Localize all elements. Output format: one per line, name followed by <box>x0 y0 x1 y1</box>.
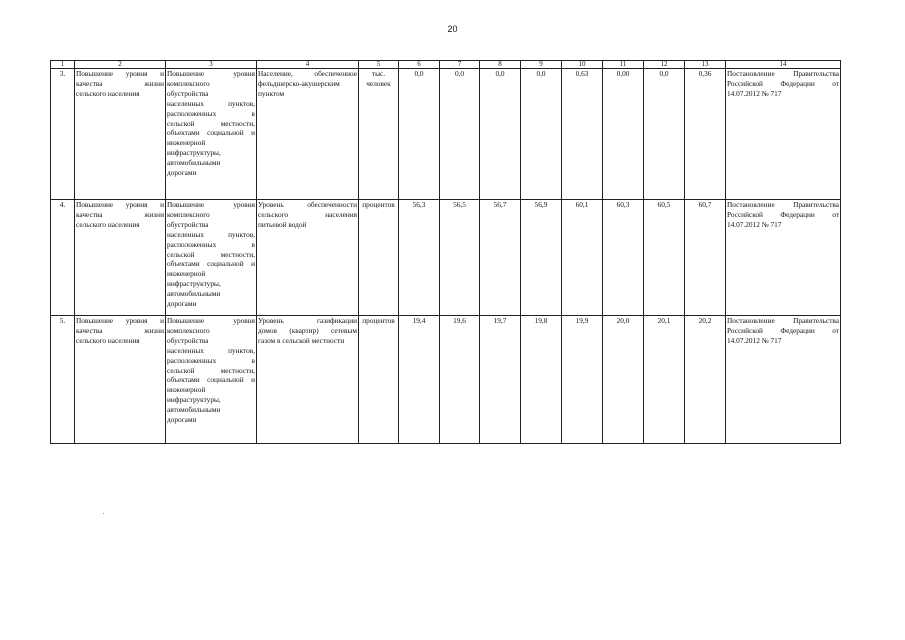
task-cell-line: комплексного <box>167 325 210 335</box>
column-number-9: 9 <box>521 61 562 69</box>
task-cell-line: автомобильными <box>167 158 221 168</box>
unit-cell: тыс. человек <box>359 69 399 200</box>
task-cell-line: дорогами <box>167 299 197 309</box>
value-cell: 56,3 <box>399 200 440 316</box>
value-cell: 0,00 <box>603 69 644 200</box>
basis-cell-line: Постановление Правительства <box>727 316 839 325</box>
column-number-3: 3 <box>166 61 257 69</box>
column-number-13: 13 <box>685 61 726 69</box>
value-cell: 19,9 <box>562 316 603 444</box>
indicator-cell-line: пунктом <box>258 88 285 98</box>
task-cell-line: автомобильными <box>167 405 221 415</box>
basis-cell-line: 14.07.2012 № 717 <box>727 88 782 98</box>
basis-cell <box>726 200 841 316</box>
indicators-table <box>50 60 841 444</box>
table-row <box>51 200 841 316</box>
value-cell: 0,36 <box>685 69 726 200</box>
indicator-cell <box>257 69 359 200</box>
value-cell: 20,1 <box>644 316 685 444</box>
value-cell: 0,63 <box>562 69 603 200</box>
row-number: 3. <box>51 69 75 200</box>
task-cell-line: расположенных в <box>167 108 255 118</box>
task-cell-line: инфраструктуры, <box>167 148 221 158</box>
task-cell-line: обустройства <box>167 335 209 345</box>
task-cell-line: Повышение уровня <box>167 69 255 78</box>
goal-cell-line: качества жизни <box>76 325 164 335</box>
task-cell-line: населенных пунктов, <box>167 98 255 108</box>
basis-cell <box>726 69 841 200</box>
column-number-8: 8 <box>480 61 521 69</box>
table-row <box>51 69 841 200</box>
task-cell-line: обустройства <box>167 88 209 98</box>
value-cell: 56,7 <box>480 200 521 316</box>
task-cell-line: обустройства <box>167 219 209 229</box>
task-cell-line: инфраструктуры, <box>167 395 221 405</box>
indicator-cell-line: питьевой водой <box>258 219 307 229</box>
goal-cell-line: Повышение уровня и <box>76 316 164 325</box>
value-cell: 56,9 <box>521 200 562 316</box>
column-number-7: 7 <box>440 61 480 69</box>
task-cell-line: объектами социальной и <box>167 375 255 385</box>
column-number-1: 1 <box>51 61 75 69</box>
task-cell-line: комплексного <box>167 209 210 219</box>
task-cell-line: сельской местности, <box>167 249 255 259</box>
value-cell: 0,0 <box>440 69 480 200</box>
goal-cell-line: Повышение уровня и <box>76 200 164 209</box>
row-number: 5. <box>51 316 75 444</box>
task-cell-line: расположенных в <box>167 355 255 365</box>
column-number-10: 10 <box>562 61 603 69</box>
indicator-cell-line: Население, обеспеченное <box>258 69 357 78</box>
value-cell: 0,0 <box>399 69 440 200</box>
value-cell: 0,0 <box>480 69 521 200</box>
goal-cell-line: качества жизни <box>76 78 164 88</box>
basis-cell <box>726 316 841 444</box>
value-cell: 60,3 <box>603 200 644 316</box>
column-number-12: 12 <box>644 61 685 69</box>
basis-cell-line: Российской Федерации от <box>727 209 839 219</box>
basis-cell-line: Постановление Правительства <box>727 200 839 209</box>
task-cell-line: Повышение уровня <box>167 316 255 325</box>
value-cell: 20,0 <box>603 316 644 444</box>
indicator-cell-line: Уровень газификации <box>258 316 357 325</box>
task-cell-line: объектами социальной и <box>167 128 255 138</box>
basis-cell-line: 14.07.2012 № 717 <box>727 219 782 229</box>
value-cell: 19,4 <box>399 316 440 444</box>
task-cell-line: инженерной <box>167 269 206 279</box>
task-cell-line: инфраструктуры, <box>167 279 221 289</box>
task-cell-line: Повышение уровня <box>167 200 255 209</box>
basis-cell-line: 14.07.2012 № 717 <box>727 335 782 345</box>
table-row <box>51 316 841 444</box>
value-cell: 19,8 <box>521 316 562 444</box>
value-cell: 0,0 <box>644 69 685 200</box>
goal-cell-line: сельского населения <box>76 335 140 345</box>
basis-cell-line: Российской Федерации от <box>727 78 839 88</box>
page-number: 20 <box>447 24 458 34</box>
indicator-cell-line: фельдшерско-акушерским <box>258 78 340 88</box>
task-cell-line: расположенных в <box>167 239 255 249</box>
column-number-row <box>51 61 841 69</box>
goal-cell <box>75 200 166 316</box>
goal-cell <box>75 316 166 444</box>
column-number-5: 5 <box>359 61 399 69</box>
scan-speck <box>103 513 104 514</box>
indicator-cell-line: сельского населения <box>258 209 357 219</box>
indicator-cell-line: домов (квартир) сетевым <box>258 325 357 335</box>
task-cell-line: населенных пунктов, <box>167 229 255 239</box>
unit-cell: процентов <box>359 200 399 316</box>
task-cell-line: сельской местности, <box>167 118 255 128</box>
task-cell-line: автомобильными <box>167 289 221 299</box>
column-number-2: 2 <box>75 61 166 69</box>
task-cell <box>166 316 257 444</box>
goal-cell-line: качества жизни <box>76 209 164 219</box>
value-cell: 19,7 <box>480 316 521 444</box>
value-cell: 0,0 <box>521 69 562 200</box>
task-cell-line: сельской местности, <box>167 365 255 375</box>
row-number: 4. <box>51 200 75 316</box>
value-cell: 60,1 <box>562 200 603 316</box>
task-cell-line: инженерной <box>167 138 206 148</box>
indicator-cell-line: Уровень обеспеченности <box>258 200 357 209</box>
unit-cell: процентов <box>359 316 399 444</box>
goal-cell <box>75 69 166 200</box>
task-cell <box>166 200 257 316</box>
task-cell-line: комплексного <box>167 78 210 88</box>
column-number-11: 11 <box>603 61 644 69</box>
column-number-14: 14 <box>726 61 841 69</box>
indicator-cell <box>257 200 359 316</box>
goal-cell-line: Повышение уровня и <box>76 69 164 78</box>
column-number-6: 6 <box>399 61 440 69</box>
value-cell: 60,7 <box>685 200 726 316</box>
value-cell: 56,5 <box>440 200 480 316</box>
value-cell: 19,6 <box>440 316 480 444</box>
task-cell-line: населенных пунктов, <box>167 345 255 355</box>
task-cell-line: дорогами <box>167 415 197 425</box>
indicator-cell-line: газом в сельской местности <box>258 335 345 345</box>
goal-cell-line: сельского населения <box>76 88 140 98</box>
value-cell: 20,2 <box>685 316 726 444</box>
task-cell-line: инженерной <box>167 385 206 395</box>
column-number-4: 4 <box>257 61 359 69</box>
task-cell-line: дорогами <box>167 168 197 178</box>
indicator-cell <box>257 316 359 444</box>
value-cell: 60,5 <box>644 200 685 316</box>
basis-cell-line: Российской Федерации от <box>727 325 839 335</box>
task-cell <box>166 69 257 200</box>
basis-cell-line: Постановление Правительства <box>727 69 839 78</box>
task-cell-line: объектами социальной и <box>167 259 255 269</box>
goal-cell-line: сельского населения <box>76 219 140 229</box>
